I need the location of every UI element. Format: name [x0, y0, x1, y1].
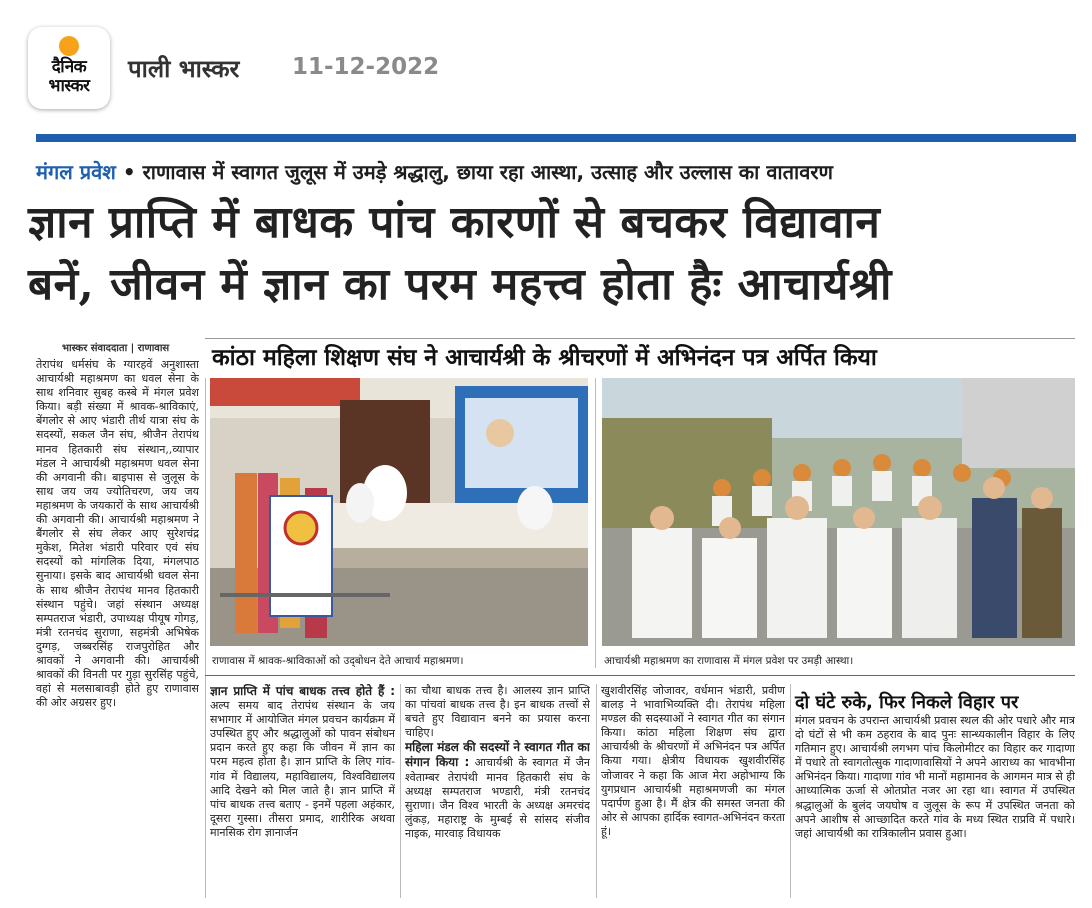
logo-line1: दैनिक [51, 57, 87, 77]
column-divider [596, 684, 597, 898]
edition-name: पाली भास्कर [128, 55, 240, 83]
byline: भास्कर संवाददाता | राणावास [62, 343, 170, 354]
column-divider [205, 378, 206, 898]
column-divider [790, 684, 791, 898]
kicker-tag: मंगल प्रवेश [36, 160, 116, 184]
kicker [36, 158, 833, 185]
box-heading: दो घंटे रुके, फिर निकले विहार पर [795, 692, 1019, 713]
header-rule [36, 134, 1076, 142]
photo-procession-image [602, 378, 1075, 646]
dainik-bhaskar-logo [28, 27, 110, 109]
caption-rule [205, 675, 1075, 676]
article-column-3 [405, 684, 590, 899]
kicker-text: राणावास में स्वागत जुलूस में उमड़े श्रद्धालु, छाया रहा आस्था, उत्साह और उल्लास का वातावरण [142, 160, 833, 184]
col3-subheading: महिला मंडल की सदस्यों ने स्वागत गीत का संगान किया : [405, 740, 590, 770]
article-column-4: खुशवीरसिंह जोजावर, वर्धमान भंडारी, प्रवीण बालड़ ने भावाभिव्यक्ति दी। तेरापंथ महिला मण्डल की सदस्याओं ने स्वागत गीत का संगान किया। कांठा महिला शिक्षण संघ द्वारा आचार्यश्री के श्रीचरणों में अभिनंदन पत्र अर्पित किया गया। क्षेत्रीय विधायक खुशवीरसिंह जोजावर ने कहा कि आज मेरा अहोभाग्य कि युगप्रधान आचार्यश्री महाश्रमणजी का मंगल पदार्पण हुआ है। मैं क्षेत्र की समस्त जनता की ओर से आपका हार्दिक स्वागत-अभिनंदन करता हूं। [601, 684, 785, 838]
col3-text-a: का चौथा बाधक तत्त्व है। आलस्य ज्ञान प्राप्ति का पांचवां बाधक तत्त्व है। इन बाधक तत्त्वों से बचते हुए विद्यावान बनने का प्रयास करना चाहिए। [405, 684, 590, 740]
edition-date: 11-12-2022 [292, 54, 440, 80]
column-divider [400, 684, 401, 898]
col2-text: अल्प समय बाद तेरापंथ संस्थान के जय सभागार में आयोजित मंगल प्रवचन कार्यक्रम में उपस्थित हुए और श्रद्धालुओं को पावन संबोधन प्रदान करते हुए कहा कि जीवन में ज्ञान का परम महत्व होता है। ज्ञान प्राप्ति के लिए गांव-गांव में विद्यालय, महाविद्यालय, विश्वविद्यालय आदि देखने को मिल जाते है। ज्ञान प्राप्ति में पांच बाधक तत्त्व बताए - इनमें पहला अहंकार, दूसरा गुस्सा। तीसरा प्रमाद, शारीरिक अथवा मानसिक रोग ज्ञानार्जन [210, 699, 395, 839]
article-column-5: मंगल प्रवचन के उपरान्त आचार्यश्री प्रवास स्थल की ओर पधारे और मात्र दो घंटों से भी कम ठहराव के बाद पुनः सान्ध्यकालीन विहार के लिए गतिमान हुए। आचार्यश्री लगभग पांच किलोमीटर का विहार कर गादाणा में पधारे तो स्वागतोत्सुक गादाणावासियों ने अपने आराध्य का भावभीना अभिनंदन किया। गादाणा गांव भी मानों महामानव के आगमन मात्र से ही आध्यात्मिक ऊर्जा से ओतप्रोत नजर आ रहा था। स्वागत में उपस्थित श्रद्धालुओं के बुलंद जयघोष व जुलूस के रूप में उपस्थित जनता को अपने आशीष से आच्छादित करते गांव के मध्य स्थित राप्रवि में पधारे। जहां आचार्यश्री का रात्रिकालीन प्रवास हुआ। [795, 714, 1075, 840]
logo-line2: भास्कर [48, 76, 90, 96]
photo-procession [602, 378, 1075, 646]
article-column-1: तेरापंथ धर्मसंघ के ग्यारहवें अनुशास्ता आचार्यश्री महाश्रमण का धवल सेना के साथ शनिवार सुबह कस्बे में मंगल प्रवेश किया। बड़ी संख्या में श्रावक-श्राविकाएं, बेंगलोर से आए भंडारी तीर्थ यात्रा संघ के सदस्यों, सकल जैन संघ, श्रीजैन तेरापंथ मानव हितकारी संघ संस्थान,,व्यापार मंडल ने आचार्यश्री महाश्रमण धवल सेना की अगवानी की। बाइपास से जुलूस के साथ जय जय ज्योतिचरण, जय जय महाश्रमण के जयकारों के साथ आचार्यश्री की अगवानी की। आचार्यश्री महाश्रमण ने बैंगलोर से संघ लेकर आए सुरेशचंद्र मुकेश, मितेश भंडारी परिवार एवं संघ सदस्यों को मांगलिक दिया, मंगलपाठ सुनाया। इसके बाद आचार्यश्री धवल सेना के साथ श्रीजैन तेरापंथ मानव हितकारी संस्थान पहुंचे। जहां संस्थान अध्यक्ष सम्पतराज भंडारी, उपाध्यक्ष पीयूष गोगड़, मंत्री रतनचंद सुराणा, सहमंत्री अभिषेक दुग्गड़, जब्बरसिंह राजपुरोहित और श्रावकों ने अगवानी की। आचार्यश्री श्रावकों की विनती पर गुड़ा सुरसिंह पहुंचे, वहां से मलसाबावड़ी होते हुए राणावास की ओर अग्रसर हुए। [36, 358, 199, 710]
photo-stage-image [210, 378, 588, 646]
photo2-caption: आचार्यश्री महाश्रमण का राणावास में मंगल प्रवेश पर उमड़ी आस्था। [604, 655, 854, 667]
headline-line1: ज्ञान प्राप्ति में बाधक पांच कारणों से बचकर विद्यावान [28, 197, 881, 248]
photo-stage-address [210, 378, 588, 646]
photo-divider [595, 378, 596, 668]
article-column-2 [210, 684, 395, 899]
headline-line2: बनें, जीवन में ज्ञान का परम महत्त्व होता हैः आचार्यश्री [28, 259, 892, 310]
photo1-caption: राणावास में श्रावक-श्राविकाओं को उद्‌बोधन देते आचार्य महाश्रमण। [212, 655, 464, 667]
subheadline: कांठा महिला शिक्षण संघ ने आचार्यश्री के श्रीचरणों में अभिनंदन पत्र अर्पित किया [212, 345, 877, 371]
kicker-bullet: • [122, 160, 136, 184]
sun-icon [59, 36, 79, 56]
col3-text-b: आचार्यश्री के स्वागत में जैन श्वेताम्बर तेरापंथी मानव हितकारी संघ के अध्यक्ष सम्पतराज भण्डारी, मंत्री रतनचंद सुराणा। जैन विश्व भारती के अध्यक्ष अमरचंद लुंकड़, महाराष्ट्र के मुम्बई से सांसद संजीव नाइक, मारवाड़ विधायक [405, 756, 590, 840]
col2-subheading: ज्ञान प्राप्ति में पांच बाधक तत्त्व होते हैं : [210, 684, 395, 698]
